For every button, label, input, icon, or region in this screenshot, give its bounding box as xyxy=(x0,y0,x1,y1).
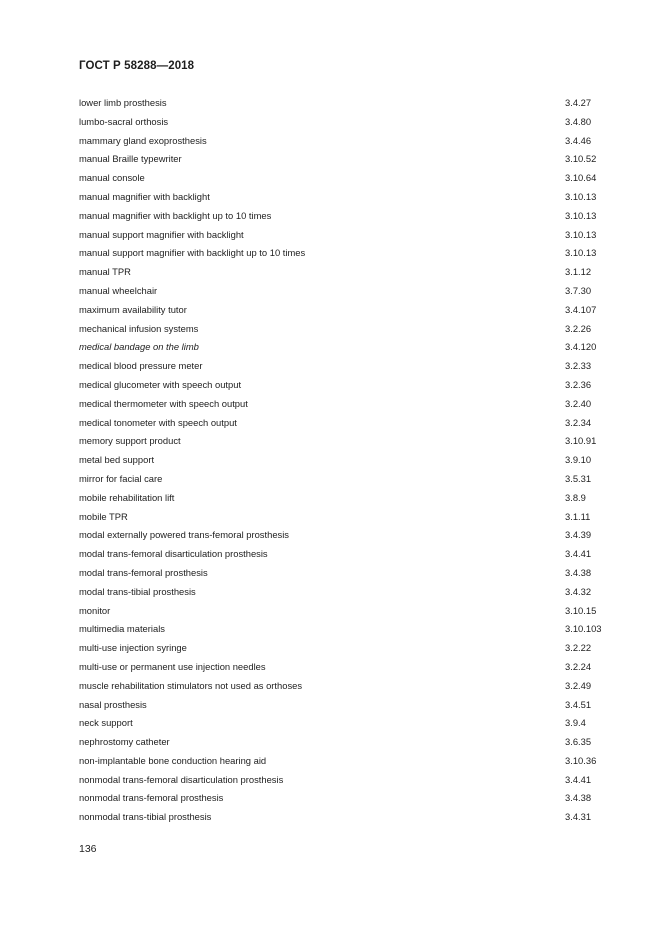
index-entry xyxy=(79,338,609,357)
index-term: manual console xyxy=(79,172,145,184)
index-reference: 3.10.91 xyxy=(565,435,597,447)
index-entry xyxy=(79,771,609,790)
index-reference: 3.10.13 xyxy=(565,190,597,202)
index-term: mammary gland exoprosthesis xyxy=(79,134,207,146)
index-term: nonmodal trans-tibial prosthesis xyxy=(79,811,212,823)
index-term: nonmodal trans-femoral prosthesis xyxy=(79,792,224,804)
index-reference: 3.2.36 xyxy=(565,378,592,390)
index-entry xyxy=(79,207,609,226)
index-term: monitor xyxy=(79,604,111,616)
index-entry xyxy=(79,132,609,151)
index-term: modal externally powered trans-femoral prosthesis xyxy=(79,529,289,541)
index-term: medical tonometer with speech output xyxy=(79,416,237,428)
index-entry xyxy=(79,489,609,508)
index-reference: 3.6.35 xyxy=(565,736,592,748)
index-reference: 3.2.49 xyxy=(565,679,592,691)
index-entry xyxy=(79,301,609,320)
index-term: manual TPR xyxy=(79,266,131,278)
index-entry xyxy=(79,733,609,752)
index-entry xyxy=(79,169,609,188)
index-reference: 3.2.33 xyxy=(565,360,592,372)
index-term: mobile rehabilitation lift xyxy=(79,491,175,503)
index-term: manual wheelchair xyxy=(79,284,158,296)
index-reference: 3.2.24 xyxy=(565,660,592,672)
index-entry xyxy=(79,508,609,527)
index-entry xyxy=(79,470,609,489)
index-entry xyxy=(79,451,609,470)
index-term: memory support product xyxy=(79,435,181,447)
index-term: modal trans-femoral disarticulation prosthesis xyxy=(79,548,268,560)
index-entry xyxy=(79,789,609,808)
index-entry xyxy=(79,432,609,451)
index-reference: 3.4.41 xyxy=(565,773,592,785)
index-entry xyxy=(79,244,609,263)
index-entry xyxy=(79,376,609,395)
index-entry xyxy=(79,696,609,715)
index-term: medical thermometer with speech output xyxy=(79,397,248,409)
index-entry xyxy=(79,357,609,376)
index-reference: 3.1.12 xyxy=(565,266,592,278)
index-term: nasal prosthesis xyxy=(79,698,147,710)
term-index-list xyxy=(79,94,609,827)
index-reference: 3.10.13 xyxy=(565,209,597,221)
index-entry xyxy=(79,94,609,113)
index-reference: 3.2.22 xyxy=(565,642,592,654)
index-reference: 3.2.40 xyxy=(565,397,592,409)
index-term: medical blood pressure meter xyxy=(79,360,203,372)
index-entry xyxy=(79,752,609,771)
index-entry xyxy=(79,226,609,245)
index-term: muscle rehabilitation stimulators not used as orthoses xyxy=(79,679,303,691)
index-entry xyxy=(79,658,609,677)
index-term: nonmodal trans-femoral disarticulation prosthesis xyxy=(79,773,284,785)
index-term: neck support xyxy=(79,717,133,729)
index-reference: 3.10.13 xyxy=(565,247,597,259)
index-entry xyxy=(79,263,609,282)
index-reference: 3.4.38 xyxy=(565,566,592,578)
index-term: mirror for facial care xyxy=(79,472,163,484)
index-entry xyxy=(79,639,609,658)
index-term: manual Braille typewriter xyxy=(79,153,182,165)
index-entry xyxy=(79,526,609,545)
index-term: mobile TPR xyxy=(79,510,128,522)
index-reference: 3.4.32 xyxy=(565,585,592,597)
index-term: medical glucometer with speech output xyxy=(79,378,242,390)
index-entry xyxy=(79,113,609,132)
index-reference: 3.4.38 xyxy=(565,792,592,804)
index-reference: 3.5.31 xyxy=(565,472,592,484)
index-entry xyxy=(79,282,609,301)
index-term: nephrostomy catheter xyxy=(79,736,170,748)
index-reference: 3.10.36 xyxy=(565,754,597,766)
index-entry xyxy=(79,714,609,733)
page-number: 136 xyxy=(79,843,97,855)
document-header: ГОСТ Р 58288—2018 xyxy=(79,60,195,72)
index-term: modal trans-tibial prosthesis xyxy=(79,585,196,597)
index-reference: 3.8.9 xyxy=(565,491,586,503)
index-entry xyxy=(79,320,609,339)
index-entry xyxy=(79,583,609,602)
index-term: mechanical infusion systems xyxy=(79,322,199,334)
index-reference: 3.9.10 xyxy=(565,454,592,466)
index-entry xyxy=(79,808,609,827)
index-term: multi-use injection syringe xyxy=(79,642,187,654)
index-entry xyxy=(79,602,609,621)
index-reference: 3.4.41 xyxy=(565,548,592,560)
index-reference: 3.10.52 xyxy=(565,153,597,165)
index-entry xyxy=(79,677,609,696)
index-reference: 3.10.64 xyxy=(565,172,597,184)
index-term: modal trans-femoral prosthesis xyxy=(79,566,208,578)
index-reference: 3.4.27 xyxy=(565,97,592,108)
index-reference: 3.4.120 xyxy=(565,341,597,353)
index-reference: 3.10.103 xyxy=(565,623,602,635)
index-entry xyxy=(79,564,609,583)
index-reference: 3.2.26 xyxy=(565,322,592,334)
index-term: non-implantable bone conduction hearing aid xyxy=(79,754,267,766)
index-reference: 3.4.51 xyxy=(565,698,592,710)
index-term: metal bed support xyxy=(79,454,155,466)
index-reference: 3.4.107 xyxy=(565,303,597,315)
index-reference: 3.10.15 xyxy=(565,604,597,616)
index-reference: 3.7.30 xyxy=(565,284,592,296)
index-term: manual support magnifier with backlight up to 10 times xyxy=(79,247,306,259)
index-reference: 3.9.4 xyxy=(565,717,586,729)
index-term: manual magnifier with backlight xyxy=(79,190,210,202)
index-term: lumbo-sacral orthosis xyxy=(79,115,169,127)
index-entry xyxy=(79,150,609,169)
index-reference: 3.4.39 xyxy=(565,529,592,541)
index-term: multi-use or permanent use injection needles xyxy=(79,660,266,672)
index-entry xyxy=(79,414,609,433)
index-reference: 3.10.13 xyxy=(565,228,597,240)
index-term: multimedia materials xyxy=(79,623,165,635)
index-reference: 3.2.34 xyxy=(565,416,592,428)
index-reference: 3.4.31 xyxy=(565,811,592,823)
index-reference: 3.1.11 xyxy=(565,510,591,522)
index-entry xyxy=(79,188,609,207)
index-term: manual magnifier with backlight up to 10 times xyxy=(79,209,272,221)
index-reference: 3.4.46 xyxy=(565,134,592,146)
index-term: lower limb prosthesis xyxy=(79,97,167,108)
index-term: maximum availability tutor xyxy=(79,303,187,315)
index-term: medical bandage on the limb xyxy=(79,341,199,353)
index-entry xyxy=(79,545,609,564)
index-term: manual support magnifier with backlight xyxy=(79,228,244,240)
index-reference: 3.4.80 xyxy=(565,115,592,127)
index-entry xyxy=(79,620,609,639)
index-entry xyxy=(79,395,609,414)
